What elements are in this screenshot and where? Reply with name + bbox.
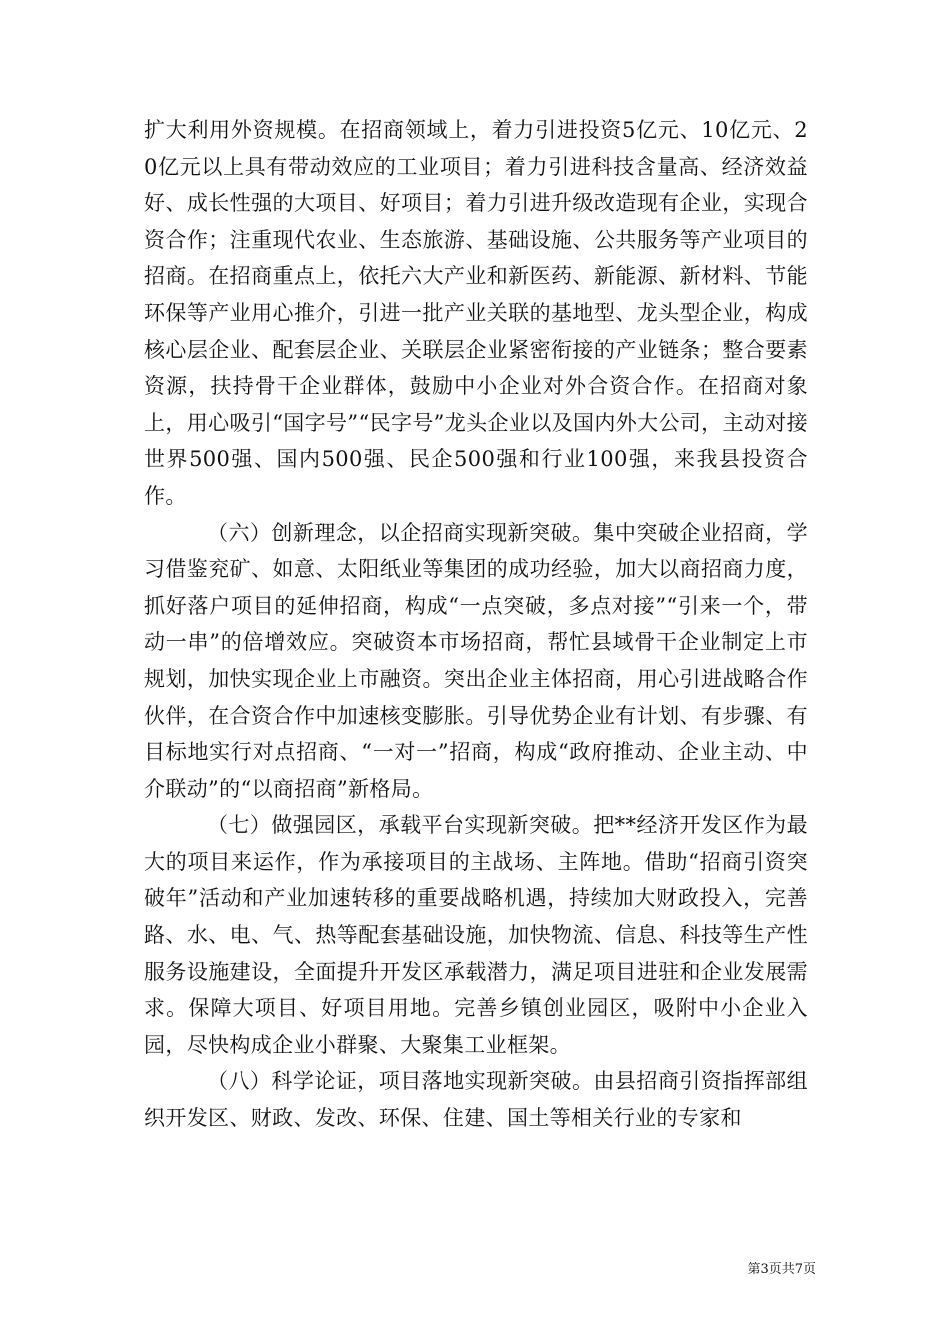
document-body <box>144 112 808 1137</box>
page-number-footer: 第3页共7页 <box>747 1262 816 1277</box>
paragraph-3: （七）做强园区，承载平台实现新突破。把**经济开发区作为最大的项目来运作，作为承接项目的主战场、主阵地。借助“招商引资突破年”活动和产业加速转移的重要战略机遇，持续加大财政投入，完善路、水、电、气、热等配套基础设施，加快物流、信息、科技等生产性服务设施建设，全面提升开发区承载潜力，满足项目进驻和企业发展需求。保障大项目、好项目用地。完善乡镇创业园区，吸附中小企业入园，尽快构成企业小群聚、大聚集工业框架。 <box>144 813 808 1057</box>
paragraph-4: （八）科学论证，项目落地实现新突破。由县招商引资指挥部组织开发区、财政、发改、环保、住建、国土等相关行业的专家和 <box>144 1069 808 1131</box>
paragraph-1: 扩大利用外资规模。在招商领域上，着力引进投资5亿元、10亿元、20亿元以上具有带动效应的工业项目；着力引进科技含量高、经济效益好、成长性强的大项目、好项目；着力引进升级改造现有企业，实现合资合作；注重现代农业、生态旅游、基础设施、公共服务等产业项目的招商。在招商重点上，依托六大产业和新医药、新能源、新材料、节能环保等产业用心推介，引进一批产业关联的基地型、龙头型企业，构成核心层企业、配套层企业、关联层企业紧密衔接的产业链条；整合要素资源，扶持骨干企业群体，鼓励中小企业对外合资合作。在招商对象上，用心吸引“国字号”“民字号”龙头企业以及国内外大公司，主动对接世界500强、国内500强、民企500强和行业100强，来我县投资合作。 <box>144 118 808 508</box>
paragraph-2: （六）创新理念，以企招商实现新突破。集中突破企业招商，学习借鉴兖矿、如意、太阳纸业等集团的成功经验，加大以商招商力度，抓好落户项目的延伸招商，构成“一点突破，多点对接”“引来一个，带动一串”的倍增效应。突破资本市场招商，帮忙县域骨干企业制定上市规划，加快实现企业上市融资。突出企业主体招商，用心引进战略合作伙伴，在合资合作中加速核变膨胀。引导优势企业有计划、有步骤、有目标地实行对点招商、“一对一”招商，构成“政府推动、企业主动、中介联动”的“以商招商”新格局。 <box>144 520 808 801</box>
